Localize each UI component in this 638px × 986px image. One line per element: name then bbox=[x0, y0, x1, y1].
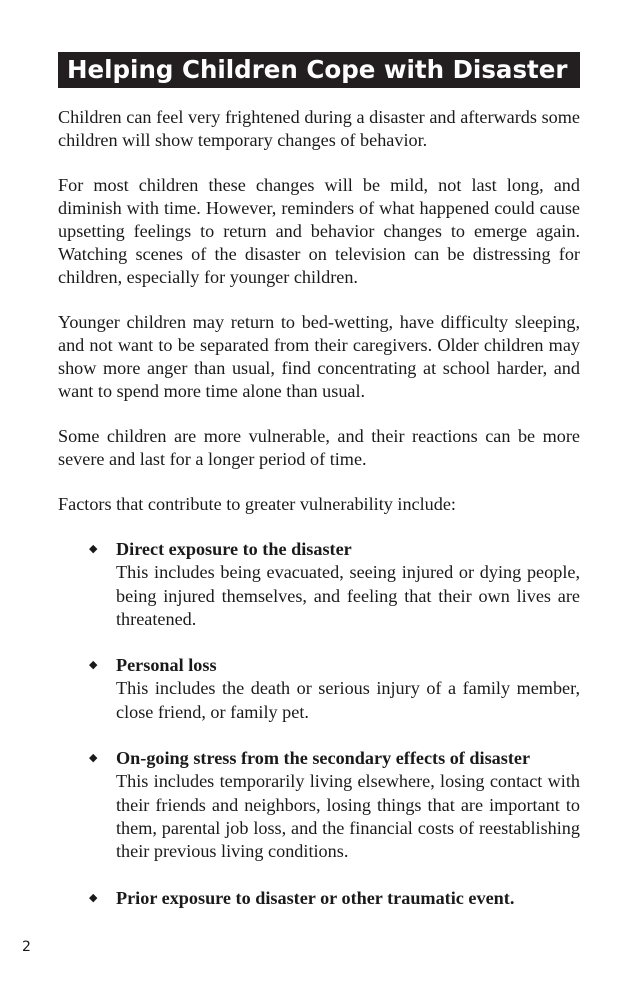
factors-intro: Factors that contribute to greater vulnerability include: bbox=[58, 494, 456, 514]
diamond-bullet-icon: ◆ bbox=[89, 659, 98, 672]
factor-heading: Personal loss bbox=[116, 655, 217, 676]
intro-paragraph: Children can feel very frightened during a disaster and afterwards some children will show temporary changes of behavior. bbox=[58, 107, 580, 150]
diamond-bullet-icon: ◆ bbox=[89, 543, 98, 555]
list-item bbox=[58, 654, 580, 724]
diamond-bullet-icon: ◆ bbox=[89, 891, 98, 904]
list-item bbox=[58, 747, 580, 863]
page-number: 2 bbox=[22, 939, 31, 955]
age-differences-paragraph: Younger children may return to bed-wetting, have difficulty sleeping, and not want to be separated from their caregivers. Older children may show more anger than usual, find concentrating at school harder, and want to spend more time alone than usual. bbox=[58, 312, 580, 401]
list-item bbox=[58, 887, 580, 910]
factor-description: This includes being evacuated, seeing injured or dying people, being injured themselves, and feeling that their own lives are threatened. bbox=[116, 562, 580, 629]
factors-list bbox=[58, 538, 580, 910]
factor-heading: Prior exposure to disaster or other traumatic event. bbox=[116, 887, 515, 908]
page-title: Helping Children Cope with Disaster bbox=[67, 55, 568, 84]
document-body bbox=[58, 106, 580, 933]
title-bar bbox=[58, 52, 580, 88]
factor-description: This includes temporarily living elsewhere, losing contact with their friends and neighbors, losing things that are important to them, parental job loss, and the financial costs of reestablishing their previous living conditions. bbox=[116, 771, 580, 862]
factor-heading: Direct exposure to the disaster bbox=[116, 539, 352, 559]
changes-paragraph: For most children these changes will be mild, not last long, and diminish with time. However, reminders of what happened could cause upsetting feelings to return and behavior changes to emerge again. Watching scenes of the disaster on television can be distressing for children, especially for younger children. bbox=[58, 175, 580, 287]
diamond-bullet-icon: ◆ bbox=[89, 752, 98, 765]
list-item bbox=[58, 538, 580, 631]
factor-heading: On-going stress from the secondary effects of disaster bbox=[116, 748, 531, 769]
factor-description: This includes the death or serious injury of a family member, close friend, or family pet. bbox=[116, 678, 580, 722]
vulnerability-paragraph: Some children are more vulnerable, and their reactions can be more severe and last for a longer period of time. bbox=[58, 426, 580, 469]
